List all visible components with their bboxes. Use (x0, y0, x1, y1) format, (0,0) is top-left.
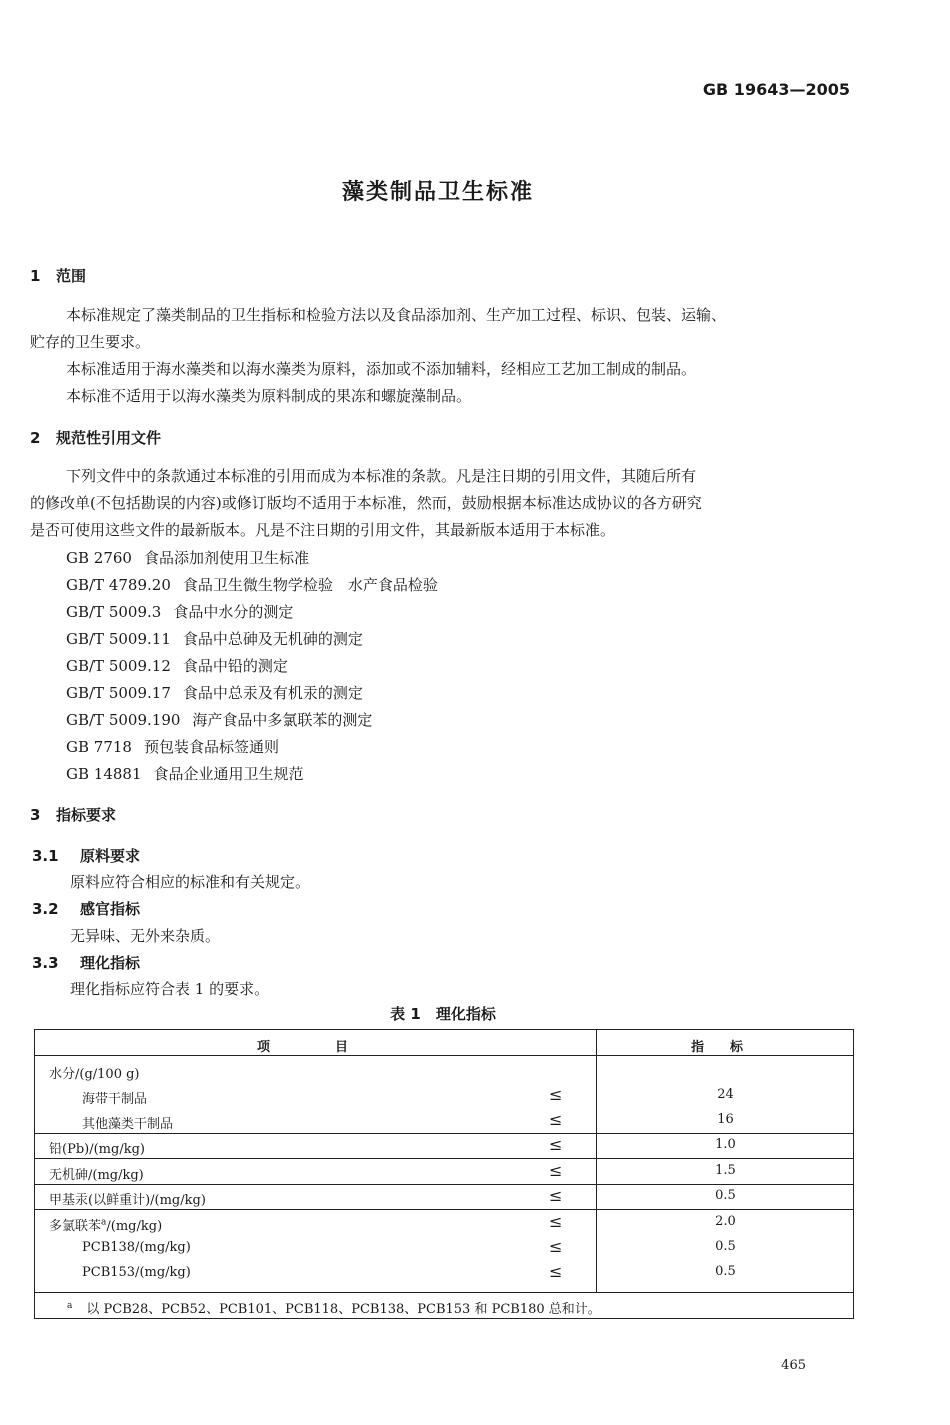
section-title: 指标要求 (56, 806, 117, 824)
less-equal-symbol: ≤ (549, 1161, 563, 1180)
less-equal-symbol: ≤ (549, 1237, 563, 1256)
subsection-3-2-heading (32, 898, 140, 919)
table-footnote-divider (35, 1292, 853, 1293)
table-row-value: 24 (717, 1087, 734, 1102)
reference-name: 海产食品中多氯联苯的测定 (192, 711, 373, 729)
table-row-divider (35, 1184, 853, 1185)
table-row-value: 1.0 (715, 1137, 736, 1152)
page-number: 465 (781, 1358, 806, 1373)
subsection-title: 感官指标 (80, 900, 141, 918)
footnote-text: 以 PCB28、PCB52、PCB101、PCB118、PCB138、PCB153 和 PCB180 总和计。 (86, 1302, 601, 1317)
table-row-label: PCB153/(mg/kg) (82, 1265, 191, 1280)
paragraph-line: 下列文件中的条款通过本标准的引用而成为本标准的条款。凡是注日期的引用文件，其随后所有 (66, 467, 697, 485)
table-row-value: 0.5 (715, 1188, 736, 1203)
less-equal-symbol: ≤ (549, 1135, 563, 1154)
reference-item (66, 763, 304, 784)
reference-name: 食品中铅的测定 (182, 657, 288, 675)
reference-item (66, 655, 288, 676)
reference-item (66, 547, 309, 568)
less-equal-symbol: ≤ (549, 1085, 563, 1104)
subsection-number: 3.3 (32, 954, 59, 972)
reference-name: 食品企业通用卫生规范 (153, 765, 304, 783)
paragraph-line: 的修改单(不包括勘误的内容)或修订版均不适用于本标准，然而，鼓励根据本标准达成协议的各方研究 (30, 494, 702, 512)
paragraph: 原料应符合相应的标准和有关规定。 (70, 873, 311, 891)
reference-code: GB/T 5009.3 (66, 603, 162, 621)
table-row-divider (35, 1133, 853, 1134)
reference-name: 食品卫生微生物学检验 水产食品检验 (182, 576, 438, 594)
paragraph: 无异味、无外来杂质。 (70, 927, 221, 945)
table-header-divider (35, 1055, 853, 1056)
section-3-heading (30, 804, 116, 825)
table-row-label: 无机砷/(mg/kg) (49, 1168, 144, 1183)
table-row-divider (35, 1209, 853, 1210)
reference-item (66, 736, 279, 757)
reference-name: 食品中水分的测定 (173, 603, 294, 621)
table-row-label: 其他藻类干制品 (82, 1117, 174, 1132)
reference-code: GB/T 5009.190 (66, 711, 181, 729)
less-equal-symbol: ≤ (549, 1186, 563, 1205)
paragraph-line: 本标准规定了藻类制品的卫生指标和检验方法以及食品添加剂、生产加工过程、标识、包装、运输、 (66, 306, 727, 324)
table-row-divider (35, 1158, 853, 1159)
paragraph: 本标准不适用于以海水藻类为原料制成的果冻和螺旋藻制品。 (66, 387, 472, 405)
physicochemical-table (34, 1029, 854, 1319)
reference-item (66, 628, 363, 649)
table-row-value: 2.0 (715, 1214, 736, 1229)
less-equal-symbol: ≤ (549, 1262, 563, 1281)
section-number: 3 (30, 806, 41, 824)
subsection-3-3-heading (32, 952, 140, 973)
standard-code: GB 19643—2005 (702, 80, 850, 99)
reference-item (66, 709, 372, 730)
less-equal-symbol: ≤ (549, 1110, 563, 1129)
subsection-number: 3.2 (32, 900, 59, 918)
section-number: 1 (30, 267, 41, 285)
document-title: 藻类制品卫生标准 (341, 180, 534, 205)
reference-code: GB/T 5009.17 (66, 684, 171, 702)
reference-code: GB/T 4789.20 (66, 576, 171, 594)
reference-code: GB 14881 (66, 765, 142, 783)
less-equal-symbol: ≤ (549, 1212, 563, 1231)
reference-code: GB 7718 (66, 738, 132, 756)
table-row-value: 0.5 (715, 1239, 736, 1254)
table-header-value: 指 标 (691, 1040, 744, 1055)
section-1-heading (30, 265, 86, 286)
reference-code: GB 2760 (66, 549, 132, 567)
table-row-label-text: 多氯联苯 (49, 1219, 102, 1234)
table-header-item: 项 目 (257, 1040, 349, 1055)
section-2-heading (30, 427, 161, 448)
subsection-3-1-heading (32, 845, 140, 866)
reference-name: 食品中总砷及无机砷的测定 (182, 630, 363, 648)
paragraph-line: 贮存的卫生要求。 (30, 333, 151, 351)
reference-item (66, 574, 438, 595)
table-caption: 表 1 理化指标 (390, 1005, 496, 1023)
footnote-mark: a (67, 1300, 73, 1311)
table-row-label: PCB138/(mg/kg) (82, 1240, 191, 1255)
section-title: 范围 (56, 267, 87, 285)
subsection-number: 3.1 (32, 847, 59, 865)
table-row-label: 水分/(g/100 g) (49, 1067, 140, 1082)
table-row-label: 海带干制品 (82, 1092, 148, 1107)
table-footnote (67, 1298, 601, 1317)
table-row-value: 1.5 (715, 1163, 736, 1178)
footnote-marker: a (101, 1217, 107, 1228)
table-row-label: 铅(Pb)/(mg/kg) (49, 1142, 145, 1157)
table-row-value: 0.5 (715, 1264, 736, 1279)
subsection-title: 原料要求 (80, 847, 141, 865)
paragraph: 理化指标应符合表 1 的要求。 (70, 980, 270, 998)
paragraph-line: 是否可使用这些文件的最新版本。凡是不注日期的引用文件，其最新版本适用于本标准。 (30, 521, 616, 539)
reference-name: 食品添加剂使用卫生标准 (143, 549, 309, 567)
reference-name: 预包装食品标签通则 (143, 738, 279, 756)
reference-item (66, 601, 293, 622)
reference-name: 食品中总汞及有机汞的测定 (182, 684, 363, 702)
table-row-label: 甲基汞(以鲜重计)/(mg/kg) (49, 1193, 206, 1208)
reference-code: GB/T 5009.12 (66, 657, 171, 675)
section-title: 规范性引用文件 (56, 429, 162, 447)
paragraph: 本标准适用于海水藻类和以海水藻类为原料，添加或不添加辅料，经相应工艺加工制成的制品。 (66, 360, 697, 378)
table-row-value: 16 (717, 1112, 734, 1127)
section-number: 2 (30, 429, 41, 447)
table-row-label-unit: /(mg/kg) (106, 1219, 163, 1234)
reference-item (66, 682, 363, 703)
reference-code: GB/T 5009.11 (66, 630, 171, 648)
subsection-title: 理化指标 (80, 954, 141, 972)
table-row-label (49, 1215, 162, 1234)
